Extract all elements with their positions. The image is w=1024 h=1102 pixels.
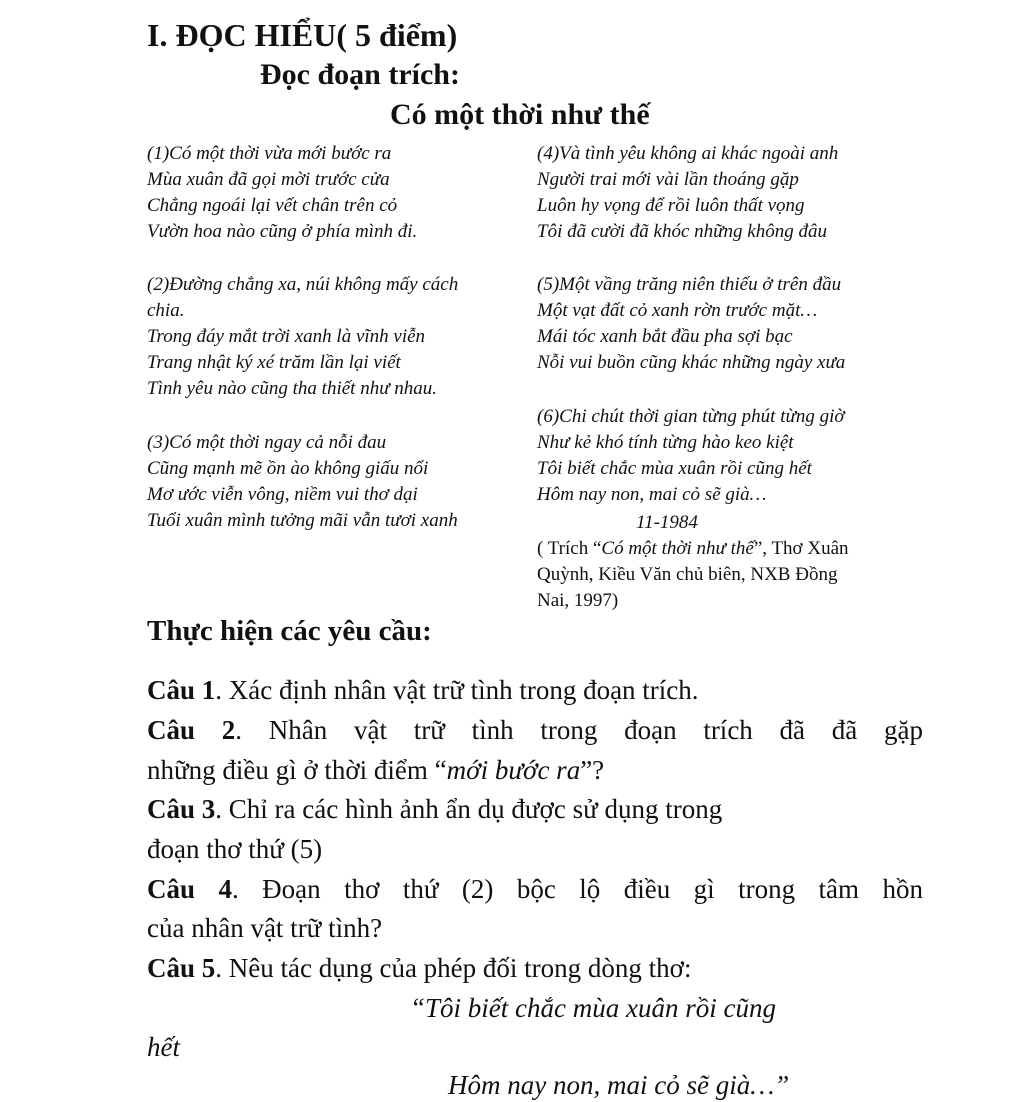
source-line-2: Quỳnh, Kiều Văn chủ biên, NXB Đồng [537, 564, 838, 585]
question-2-continued [147, 753, 604, 787]
poem-line: Mùa xuân đã gọi mời trước cửa [147, 169, 390, 190]
question-2 [147, 713, 923, 747]
poem-stanza-1 [147, 141, 417, 245]
poem-line: Trong đáy mắt trời xanh là vĩnh viễn [147, 326, 426, 347]
question-1 [147, 673, 699, 707]
poem-stanza-5 [537, 272, 845, 376]
poem-line: (5)Một vầng trăng niên thiếu ở trên đầu [537, 274, 842, 295]
question-quote: mới bước ra [446, 755, 581, 785]
source-line-3: Nai, 1997) [537, 590, 619, 611]
quote-line-2: hết [147, 1032, 180, 1062]
poem-line: (6)Chi chút thời gian từng phút từng giờ [537, 406, 845, 427]
subtitle: Đọc đoạn trích: [260, 58, 460, 91]
poem-line: Mái tóc xanh bắt đầu pha sợi bạc [537, 326, 793, 347]
poem-line: Vườn hoa nào cũng ở phía mình đi. [147, 221, 418, 242]
question-5 [147, 951, 691, 985]
question-text: . Nêu tác dụng của phép đối trong dòng thơ: [215, 953, 692, 983]
question-text: . Nhân vật trữ tình trong đoạn trích đã đã gặp [235, 715, 923, 745]
poem-line: Một vạt đất cỏ xanh rờn trước mặt… [537, 300, 818, 321]
poem-date: 11-1984 [636, 512, 698, 533]
question-text: ”? [580, 755, 605, 785]
question-text: . Đoạn thơ thứ (2) bộc lộ điều gì trong tâm hồn [231, 874, 923, 904]
source-citation [537, 536, 849, 614]
section-title: I. ĐỌC HIỂU( 5 điểm) [147, 17, 458, 53]
poem-line: chia. [147, 300, 185, 321]
question-label: Câu 4 [147, 874, 232, 904]
question-label: Câu 5 [147, 953, 216, 983]
poem-line: Tình yêu nào cũng tha thiết như nhau. [147, 378, 438, 399]
poem-line: Cũng mạnh mẽ ồn ào không giấu nổi [147, 458, 429, 479]
question-text: . Xác định nhân vật trữ tình trong đoạn trích. [215, 675, 699, 705]
question-4 [147, 872, 923, 906]
poem-line: Mơ ước viễn vông, niềm vui thơ dại [147, 484, 418, 505]
question-4-continued: của nhân vật trữ tình? [147, 913, 383, 943]
quote-line-3: Hôm nay non, mai cỏ sẽ già…” [448, 1070, 790, 1100]
poem-line: Tôi đã cười đã khóc những không đâu [537, 221, 827, 242]
poem-line: Chẳng ngoái lại vết chân trên cỏ [147, 195, 398, 216]
source-title: Có một thời như thế [601, 538, 754, 559]
poem-line: Hôm nay non, mai cỏ sẽ già… [537, 484, 767, 505]
poem-line: (3)Có một thời ngay cả nỗi đau [147, 432, 387, 453]
poem-line: Tuổi xuân mình tưởng mãi vẫn tươi xanh [147, 510, 458, 531]
poem-line: Trang nhật ký xé trăm lần lại viết [147, 352, 401, 373]
poem-stanza-3 [147, 430, 458, 534]
poem-line: Luôn hy vọng để rồi luôn thất vọng [537, 195, 805, 216]
question-3-continued: đoạn thơ thứ (5) [147, 834, 323, 864]
quote-line-1: “Tôi biết chắc mùa xuân rồi cũng [410, 993, 776, 1023]
question-text: . Chỉ ra các hình ảnh ẩn dụ được sử dụng trong [215, 794, 723, 824]
poem-line: Như kẻ khó tính từng hào keo kiệt [537, 432, 794, 453]
poem-line: (2)Đường chẳng xa, núi không mấy cách [147, 274, 459, 295]
question-label: Câu 1 [147, 675, 216, 705]
poem-line: Người trai mới vài lần thoáng gặp [537, 169, 799, 190]
tasks-heading: Thực hiện các yêu cầu: [147, 615, 432, 647]
poem-line: Tôi biết chắc mùa xuân rồi cũng hết [537, 458, 812, 479]
question-label: Câu 3 [147, 794, 216, 824]
poem-line: (4)Và tình yêu không ai khác ngoài anh [537, 143, 839, 164]
poem-stanza-2 [147, 272, 458, 402]
poem-title: Có một thời như thế [390, 98, 650, 131]
source-prefix: ( Trích “ [537, 538, 602, 559]
question-text: những điều gì ở thời điểm “ [147, 755, 447, 785]
question-3 [147, 792, 722, 826]
source-suffix: ”, Thơ Xuân [753, 538, 849, 559]
poem-stanza-4 [537, 141, 838, 245]
poem-line: (1)Có một thời vừa mới bước ra [147, 143, 392, 164]
poem-stanza-6 [537, 404, 845, 508]
poem-line: Nỗi vui buồn cũng khác những ngày xưa [537, 352, 846, 373]
question-label: Câu 2 [147, 715, 236, 745]
